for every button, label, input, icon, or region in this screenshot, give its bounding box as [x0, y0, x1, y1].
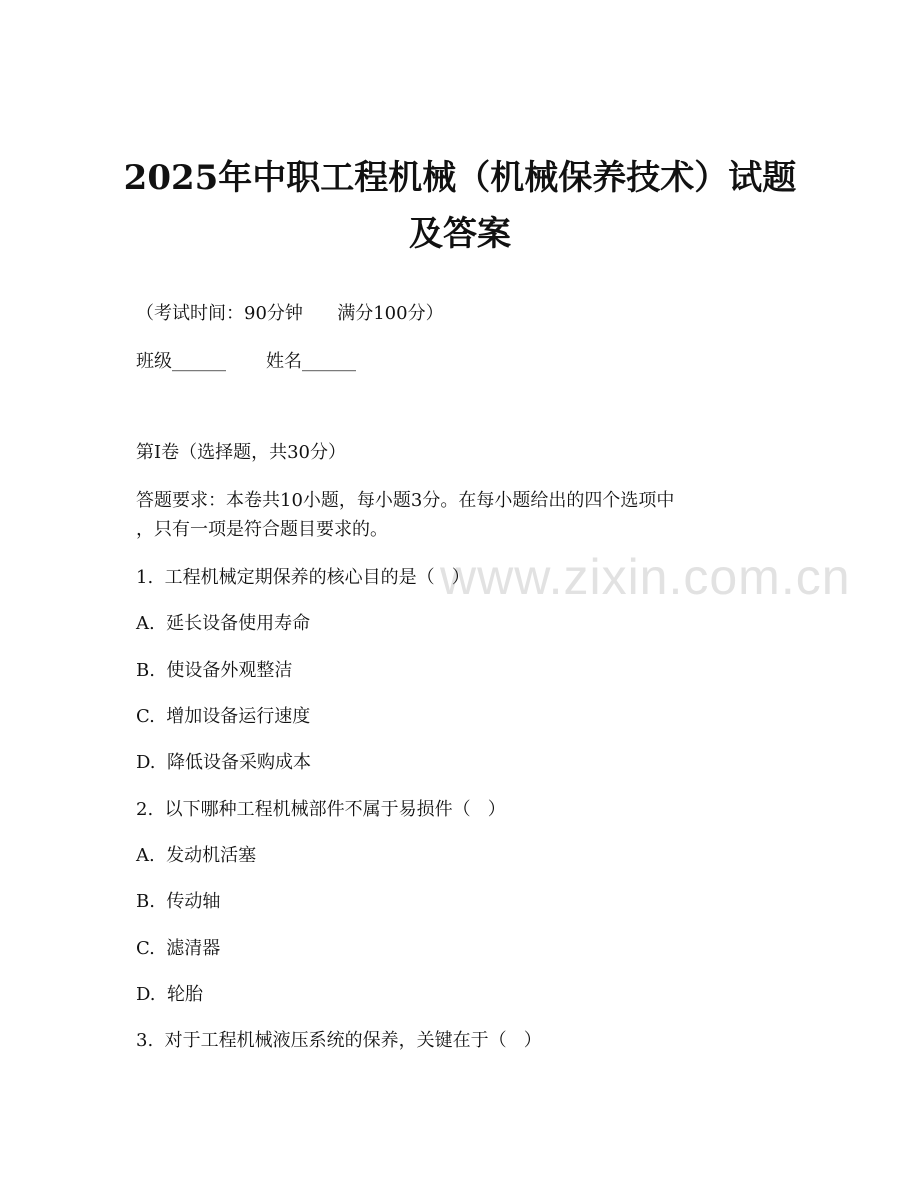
question-2-option-b: B. 传动轴 [136, 891, 221, 912]
question-2-stem: 2. 以下哪种工程机械部件不属于易损件（ ） [136, 799, 506, 820]
question-1-option-a: A. 延长设备使用寿命 [136, 613, 311, 634]
question-1-option-b: B. 使设备外观整洁 [136, 660, 293, 681]
document-title [0, 150, 920, 262]
instructions-line-2: ，只有一项是符合题目要求的。 [136, 519, 388, 540]
watermark: www.zixin.com.cn [440, 549, 851, 605]
student-fields: 班级______ 姓名______ [136, 351, 357, 372]
section-heading: 第Ⅰ卷（选择题，共30分） [136, 442, 347, 463]
question-1-option-c: C. 增加设备运行速度 [136, 706, 311, 727]
question-3-stem: 3. 对于工程机械液压系统的保养，关键在于（ ） [136, 1030, 542, 1051]
title-line-1: 2025年中职工程机械（机械保养技术）试题 [123, 158, 797, 198]
question-2-option-a: A. 发动机活塞 [136, 845, 257, 866]
title-line-2: 及答案 [409, 214, 511, 254]
instructions-line-1: 答题要求：本卷共10小题，每小题3分。在每小题给出的四个选项中 [136, 490, 675, 511]
question-2-option-c: C. 滤清器 [136, 938, 221, 959]
question-2-option-d: D. 轮胎 [136, 984, 203, 1005]
exam-info: （考试时间：90分钟 满分100分） [136, 303, 444, 324]
question-1-stem: 1. 工程机械定期保养的核心目的是（ ） [136, 567, 470, 588]
question-1-option-d: D. 降低设备采购成本 [136, 752, 311, 773]
